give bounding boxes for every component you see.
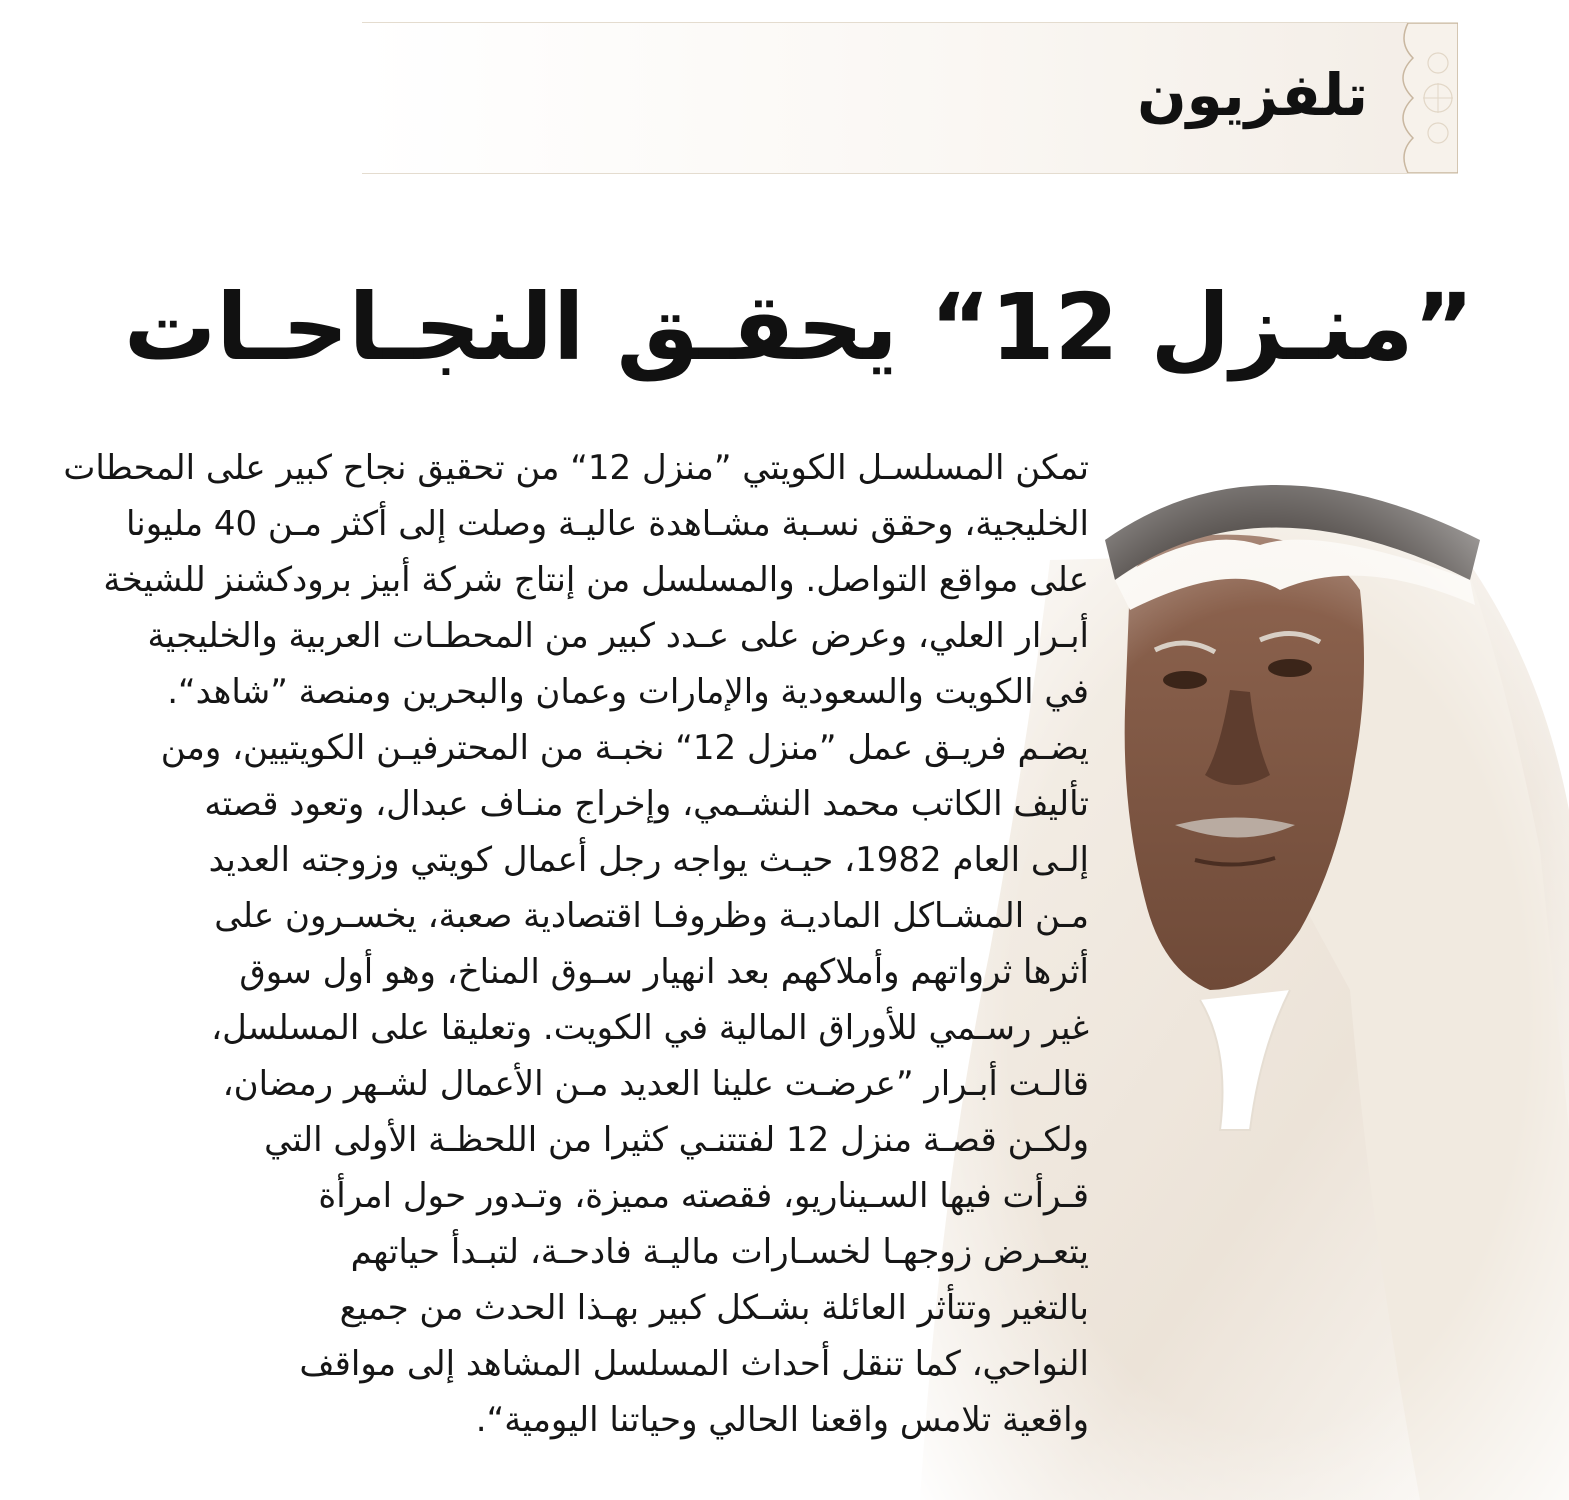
section-banner: [362, 22, 1458, 174]
article-line: قالـت أبـرار ”عرضـت علينا العديد مـن الأعمال لشـهر رمضان،: [222, 1064, 1089, 1104]
section-title: تلفزيون: [1137, 61, 1368, 129]
article-line: إلـى العام 1982، حيـث يواجه رجل أعمال كويتي وزوجته العديد: [208, 840, 1089, 880]
article-line: أبـرار العلي، وعرض على عـدد كبير من المحطـات العربية والخليجية: [147, 616, 1089, 656]
article-line: مـن المشـاكل الماديـة وظروفـا اقتصادية صعبة، يخسـرون على: [214, 896, 1089, 936]
article-line: النواحي، كما تنقل أحداث المسلسل المشاهد إلى مواقف: [299, 1344, 1089, 1384]
article-line: ولكـن قصـة منزل 12 لفتتنـي كثيرا من اللحظـة الأولى التي: [264, 1120, 1089, 1160]
article-line: في الكويت والسعودية والإمارات وعمان والبحرين ومنصة ”شاهد“.: [167, 672, 1089, 712]
article-line: أثرها ثرواتهم وأملاكهم بعد انهيار سـوق المناخ، وهو أول سوق: [239, 952, 1089, 992]
article-line: قـرأت فيها السـيناريو، فقصته مميزة، وتـدور حول امرأة: [318, 1176, 1089, 1216]
article-line: الخليجية، وحقق نسـبة مشـاهدة عاليـة وصلت إلى أكثر مـن 40 مليونا: [125, 504, 1089, 544]
article-headline: ”منـزل 12“ يحقـق النجـاحـات: [123, 274, 1474, 381]
article-line: يتعـرض زوجهـا لخسـارات ماليـة فادحـة، لتبـدأ حياتهم: [350, 1232, 1089, 1272]
article-line: على مواقع التواصل. والمسلسل من إنتاج شركة أبيز برودكشنز للشيخة: [103, 560, 1089, 600]
article-line: بالتغير وتتأثر العائلة بشـكل كبير بهـذا الحدث من جميع: [339, 1288, 1089, 1328]
article-line: غير رسـمي للأوراق المالية في الكويت. وتعليقا على المسلسل،: [211, 1008, 1089, 1048]
article-line: واقعية تلامس واقعنا الحالي وحياتنا اليومية“.: [475, 1400, 1089, 1440]
article-line: يضـم فريـق عمل ”منزل 12“ نخبـة من المحترفيـن الكويتيين، ومن: [160, 728, 1089, 768]
article-line: تأليف الكاتب محمد النشـمي، وإخراج منـاف عبدال، وتعود قصته: [204, 784, 1089, 824]
article-body: [64, 440, 1089, 1448]
ornament-pattern-icon: [1368, 23, 1458, 173]
article-line: تمكن المسلسـل الكويتي ”منزل 12“ من تحقيق نجاح كبير على المحطات: [63, 448, 1089, 488]
